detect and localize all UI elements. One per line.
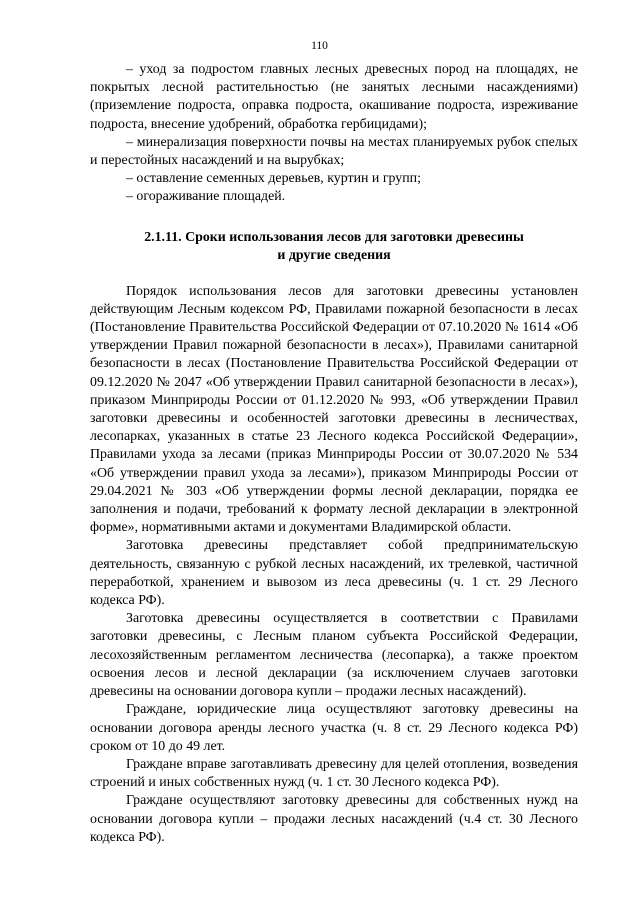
body-paragraph: Граждане осуществляют заготовку древесины для собственных нужд на основании договора купли – продажи лесных насаждений (ч.4 ст. 30 Лесного кодекса РФ). bbox=[90, 793, 578, 845]
intro-item: – оставление семенных деревьев, куртин и групп; bbox=[126, 171, 421, 187]
intro-item: – уход за подростом главных лесных древесных пород на площадях, не покрытых лесной растительностью (не занятых лесными насаждениями) (приземление подроста, оправка подроста, окашивание подроста, изреживание подроста, внесение удобрений, обработка гербицидами); bbox=[90, 62, 578, 132]
section-heading-line2: и другие сведения bbox=[277, 247, 391, 263]
body-paragraph: Заготовка древесины осуществляется в соответствии с Правилами заготовки древесины, с Лесным планом субъекта Российской Федерации, лесохозяйственным регламентом лесничества (лесопарка), а также проектом освоения лесов и лесной декларации (за исключением случаев заготовки древесины на основании договора купли – продажи лесных насаждений). bbox=[90, 611, 578, 700]
section-heading-line1: 2.1.11. Сроки использования лесов для заготовки древесины bbox=[144, 229, 524, 245]
body-paragraph: Заготовка древесины представляет собой предпринимательскую деятельность, связанную с рубкой лесных насаждений, их трелевкой, частичной переработкой, хранением и вывозом из леса древесины (ч. 1 ст. 29 Лесного кодекса РФ). bbox=[90, 538, 578, 609]
intro-item: – огораживание площадей. bbox=[126, 189, 286, 205]
page-number: 110 bbox=[311, 40, 328, 52]
body-paragraph: Порядок использования лесов для заготовки древесины установлен действующим Лесным кодексом РФ, Правилами пожарной безопасности в лесах (Постановление Правительства Российской Федерации от 07.10.2020 № 1614 «Об утверждении Правил пожарной безопасности в лесах»), Правилами санитарной безопасности в лесах (Постановление Правительства Российской Федерации от 09.12.2020 № 2047 «Об утверждении Правил санитарной безопасности в лесах»), приказом Минприроды России от 01.12.2020 № 993, «Об утверждении Правил заготовки древесины и особенностей заготовки древесины в лесничествах, лесопарках, указанных в статье 23 Лесного кодекса Российской Федерации», Правилами ухода за лесами (приказ Минприроды России от 30.07.2020 № 534 «Об утверждении правил ухода за лесами»), приказом Минприроды России от 29.04.2021 № 303 «Об утверждении формы лесной декларации, порядка ее заполнения и подачи, требований к формату лесной декларации в электронной форме», нормативными актами и документами Владимирской области. bbox=[90, 283, 578, 536]
page-content bbox=[90, 61, 578, 847]
section-heading bbox=[90, 229, 578, 265]
intro-item: – минерализация поверхности почвы на местах планируемых рубок спелых и перестойных насаждений и на вырубках; bbox=[90, 134, 578, 169]
body-paragraph: Граждане вправе заготавливать древесину для целей отопления, возведения строений и иных собственных нужд (ч. 1 ст. 30 Лесного кодекса РФ). bbox=[90, 756, 578, 791]
body-paragraph: Граждане, юридические лица осуществляют заготовку древесины на основании договора аренды лесного участка (ч. 8 ст. 29 Лесного кодекса РФ) сроком от 10 до 49 лет. bbox=[90, 702, 578, 754]
